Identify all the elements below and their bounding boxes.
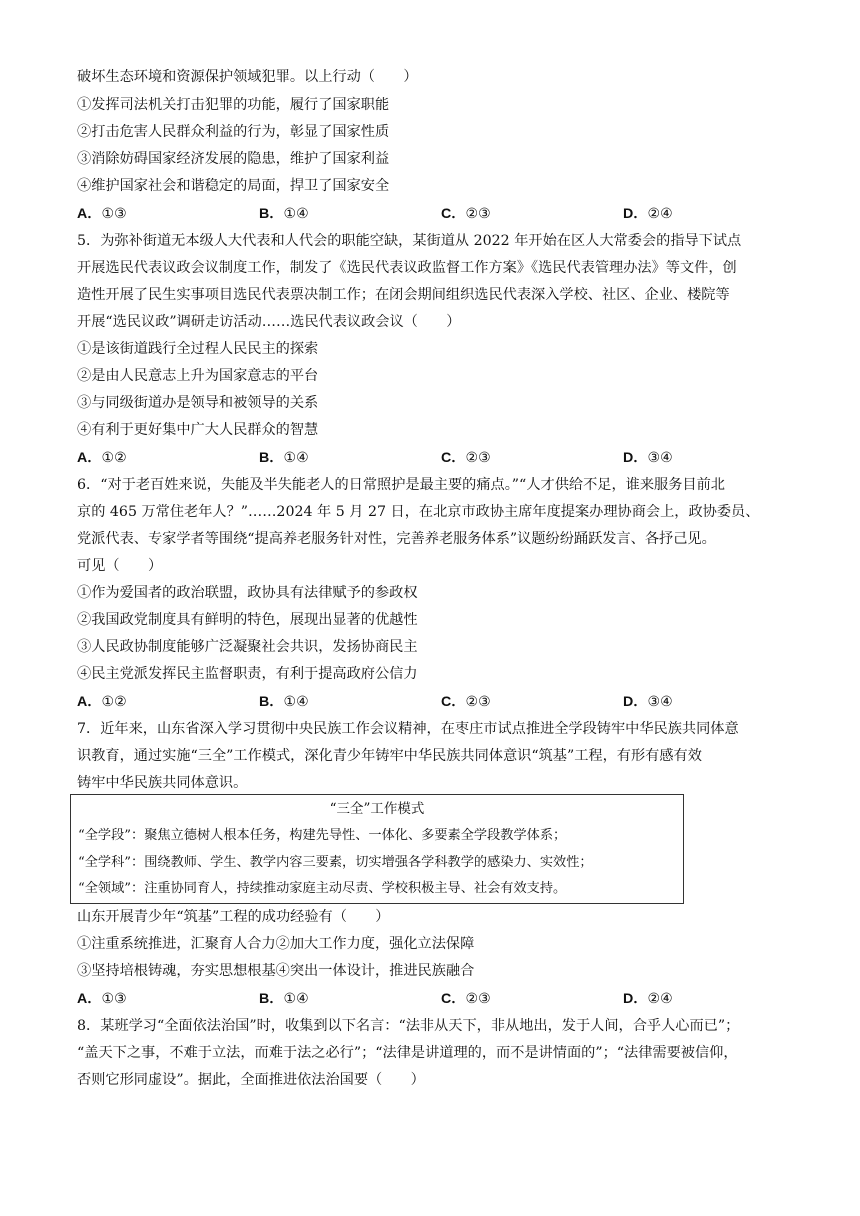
q5-item-3: ③与同级街道办是领导和被领导的关系 [77, 395, 319, 411]
q6-item-2: ②我国政党制度具有鲜明的特色，展现出显著的优越性 [77, 612, 418, 628]
q5-option-a[interactable]: A．①② [77, 450, 127, 466]
q5-item-1: ①是该街道践行全过程人民民主的探索 [77, 341, 319, 357]
q6-item-3: ③人民政协制度能够广泛凝聚社会共识，发扬协商民主 [77, 639, 418, 655]
q5-options [77, 448, 777, 468]
q7-box-line-2: “全学科”：围绕教师、学生、教学内容三要素，切实增强各学科教学的感染力、实效性； [78, 855, 593, 870]
q5-item-4: ④有利于更好集中广大人民群众的智慧 [77, 422, 319, 438]
q6-item-1: ①作为爱国者的政治联盟，政协具有法律赋予的参政权 [77, 585, 418, 601]
q7-box-line-3: “全领域”：注重协同育人，持续推动家庭主动尽责、学校积极主导、社会有效支持。 [78, 881, 567, 896]
q4-option-b[interactable]: B．①④ [259, 206, 309, 222]
q6-option-b[interactable]: B．①④ [259, 694, 309, 710]
q4-options [77, 204, 777, 224]
q5-stem-line-4: 开展“选民议政”调研走访活动……选民代表议政会议（ ） [77, 314, 461, 330]
q4-item-3: ③消除妨碍国家经济发展的隐患，维护了国家利益 [77, 151, 390, 167]
q5-option-c[interactable]: C．②③ [441, 450, 491, 466]
q5-option-b[interactable]: B．①④ [259, 450, 309, 466]
q4-item-1: ①发挥司法机关打击犯罪的功能，履行了国家职能 [77, 97, 390, 113]
q6-option-c[interactable]: C．②③ [441, 694, 491, 710]
q7-stem-line-3: 铸牢中华民族共同体意识。 [77, 775, 248, 791]
q4-option-a[interactable]: A．①③ [77, 206, 127, 222]
q4-option-d[interactable]: D．②④ [623, 206, 673, 222]
q7-option-d[interactable]: D．②④ [623, 991, 673, 1007]
q5-option-d[interactable]: D．③④ [623, 450, 673, 466]
q7-option-a[interactable]: A．①③ [77, 991, 127, 1007]
q4-stem-tail: 破坏生态环境和资源保护领域犯罪。以上行动（ ） [77, 69, 418, 85]
q6-stem-line-3: 党派代表、专家学者等围绕“提高养老服务针对性，完善养老服务体系”议题纷纷踊跃发言、各抒己见。 [77, 531, 716, 547]
q4-item-2: ②打击危害人民群众利益的行为，彰显了国家性质 [77, 124, 390, 140]
q8-stem-line-1: 8．某班学习“全面依法治国”时，收集到以下名言：“法非从天下，非从地出，发于人间，合乎人心而已”； [77, 1018, 740, 1034]
q7-option-b[interactable]: B．①④ [259, 991, 309, 1007]
q7-items-line-1: ①注重系统推进，汇聚育人合力②加大工作力度，强化立法保障 [77, 936, 475, 952]
q6-options [77, 692, 777, 712]
q5-stem-line-1: 5．为弥补街道无本级人大代表和人代会的职能空缺，某街道从 2022 年开始在区人大常委会的指导下试点 [77, 233, 742, 249]
q5-stem-line-3: 造性开展了民生实事项目选民代表票决制工作；在闭会期间组织选民代表深入学校、社区、企业、楼院等 [77, 287, 730, 303]
q5-stem-line-2: 开展选民代表议政会议制度工作，制发了《选民代表议政监督工作方案》《选民代表管理办法》等文件，创 [77, 260, 737, 276]
q7-stem-line-2: 识教育，通过实施“三全”工作模式，深化青少年铸牢中华民族共同体意识“筑基”工程，有形有感有效 [77, 748, 702, 764]
q6-option-a[interactable]: A．①② [77, 694, 127, 710]
q7-stem-line-1: 7．近年来，山东省深入学习贯彻中央民族工作会议精神，在枣庄市试点推进全学段铸牢中华民族共同体意 [77, 721, 739, 737]
q7-box-line-1: “全学段”：聚焦立德树人根本任务，构建先导性、一体化、多要素全学段教学体系； [78, 828, 567, 843]
q4-option-c[interactable]: C．②③ [441, 206, 491, 222]
q8-stem-line-2: “盖天下之事，不难于立法，而难于法之必行”；“法律是讲道理的，而不是讲情面的”；“法律需要被信仰， [77, 1045, 738, 1061]
q6-option-d[interactable]: D．③④ [623, 694, 673, 710]
q5-item-2: ②是由人民意志上升为国家意志的平台 [77, 368, 319, 384]
q6-stem-line-1: 6．“对于老百姓来说，失能及半失能老人的日常照护是最主要的痛点。”“人才供给不足，谁来服务目前北 [77, 477, 725, 493]
q4-item-4: ④维护国家社会和谐稳定的局面，捍卫了国家安全 [77, 178, 390, 194]
q6-stem-line-4: 可见（ ） [77, 558, 163, 574]
q7-info-box [70, 794, 684, 904]
q7-box-title: “三全”工作模式 [329, 801, 425, 817]
q7-items-line-2: ③坚持培根铸魂，夯实思想根基④突出一体设计，推进民族融合 [77, 963, 475, 979]
q8-stem-line-3: 否则它形同虚设”。据此，全面推进依法治国要（ ） [77, 1072, 425, 1088]
q7-question: 山东开展青少年“筑基”工程的成功经验有（ ） [77, 909, 390, 925]
q6-stem-line-2: 京的 465 万常住老年人？”……2024 年 5 月 27 日，在北京市政协主席年度提案办理协商会上，政协委员、 [77, 504, 760, 520]
q7-options [77, 989, 777, 1009]
q7-option-c[interactable]: C．②③ [441, 991, 491, 1007]
q6-item-4: ④民主党派发挥民主监督职责，有利于提高政府公信力 [77, 666, 418, 682]
